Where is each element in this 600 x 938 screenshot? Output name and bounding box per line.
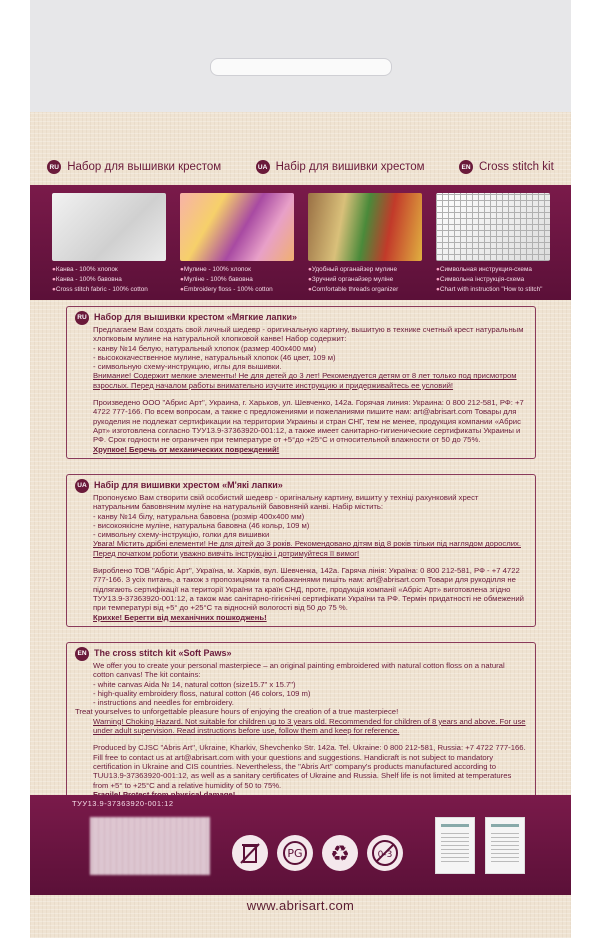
hang-hole [210, 58, 392, 76]
intro-text: Пропонуємо Вам створити свій особистий шедевр - оригінальну картину, вишиту у техніці рахунковий хрест натуральним бавовняним муліне на натуральній бавовняній канві. Набір містить: [93, 493, 479, 512]
lang-badge: UA [75, 479, 89, 493]
lang-badge: RU [75, 311, 89, 325]
warning-text: Внимание! Содержит мелкие элементы! Не для детей до 3 лет! Рекомендуется детям от 8 лет только под присмотром взрослых. Перед началом работы внимательно изучите инструкцию и придерживайтесь ее условий! [93, 371, 517, 390]
canvas-photo [52, 193, 166, 261]
fragile-text: Хрупкое! Беречь от механических повреждений! [93, 444, 280, 454]
barcode [90, 817, 210, 875]
age-restriction-icon [365, 833, 405, 873]
intro-text: We offer you to create your personal masterpiece – an original painting embroidered with natural cotton floss on a natural cotton canvas! The kit contains: [93, 661, 505, 680]
kit-item: - instructions and needles for embroidery. [93, 698, 234, 708]
lang-badge: RU [47, 160, 61, 174]
producer-text: Produced by CJSC "Abris Art", Ukraine, Kharkiv, Shevchenko Str. 142a. Tel. Ukraine: 0 800 212-581, Russia: +7 4722 777-166. Fill free to contact us at art@abrisart.com with your questions and suggestions. Handicraft is not subject to mandatory certification in Ukraine and CIS countries. Nevertheless, the "Abris Art" company's products manufactured according to TUU13.9-37363920-001:12, as well as a sanitary certificates of Ukraine and Russia. Shelf life is not limited at temperatures from +5° to +25°C and a relative humidity of 50 to 75%. [93, 743, 526, 790]
fragile-text: Крихке! Берегти від механічних пошкоджень! [93, 612, 267, 622]
ru-section [66, 306, 536, 459]
category-label: Набор для вышивки крестом [67, 161, 222, 173]
category-label: Cross stitch kit [479, 161, 554, 173]
category-label: Набір для вишивки хрестом [275, 161, 425, 173]
category-en [459, 160, 554, 174]
certificate-image [435, 817, 475, 874]
website-url[interactable]: www.abrisart.com [246, 898, 355, 913]
kit-item: - высококачественное мулине, натуральный хлопок (46 цвет, 109 м) [93, 352, 336, 362]
floss-photo [180, 193, 294, 261]
category-ru [47, 160, 221, 174]
category-ua [256, 160, 425, 174]
category-bar [30, 150, 571, 184]
recycle-icon [320, 833, 360, 873]
kit-item: - канву №14 білу, натуральна бавовна (розмір 400х400 мм) [93, 511, 305, 521]
svg-text:PG: PG [287, 847, 303, 860]
kit-item: - канву №14 белую, натуральный хлопок (размер 400х400 мм) [93, 343, 317, 353]
feature-caption: ● Символьная инструкция-схема ● Символьна інструкція-схема ● Chart with instruction "How to stitch" [436, 265, 550, 295]
chart-photo [436, 193, 550, 261]
kit-item: - символьну схему-інструкцію, голки для вишивки [93, 530, 270, 540]
warning-text: Warning! Choking Hazard. Not suitable for children up to 3 years old. Recommended for children of 8 years and above. For use under adult supervision. Read instructions before use, follow them and keep for reference. [93, 716, 526, 736]
producer-text: Виробл​ено ТОВ "Абріс Арт", Україна, м. Харків, вул. Шевченка, 142а. Гаряча лінія: Україна: 0 800 212-581, РФ - +7 4722 777-166. З усіх питань, а також з пропозиціями та побажаннями пишіть нам: art@abrisart.com Товари для рукоділля не підлягають сертифікації на території України та країн СНД, проте, продукція компанії «Абріс Арт» виготовлена згідно ТУУ13.9-37363920-001:12, а також має санітарно-гігієнічні сертифікати України та РФ. Термін придатності не обмежений при температурі від +5° до +25°С та відносній вологості від 50 до 75 %. [93, 566, 524, 613]
organizer-photo [308, 193, 422, 261]
package [30, 0, 571, 938]
lang-badge: EN [459, 160, 473, 174]
lang-badge: UA [256, 160, 270, 174]
feature-caption: ● Удобный органайзер мулине ● Зручний органайзер муліне ● Comfortable threads organizer [308, 265, 422, 295]
svg-text:0-3: 0-3 [377, 850, 393, 860]
treat-text: Treat yourselves to unforgettable pleasure hours of enjoying the creation of a true masterpiece! [75, 707, 399, 717]
tu-code: ТУУ13.9-37363920-001:12 [72, 799, 174, 808]
producer-text: Произведено ООО "Абрис Арт", Украина, г. Харьков, ул. Шевченко, 142а. Горячая линия: Украина: 0 800 212-581, РФ: +7 4722 777-166. По всем вопросам, а также с предложениями и пожеланиями пишите нам: art@abrisart.com Товары для рукоделия не подлежат сертификации на территории Украины и стран СНГ, тем не менее, продукция компании «Абрис Арт» изготовлена согласно ТУУ13.9-37363920-001:12, а также имеет санитарно-гигиенические сертификаты Украины и РФ. Срок годности не ограничен при температуре от +5°до +25°С и относительной влажности от 50 до 75%. [93, 398, 524, 445]
feature-caption: ● Мулине - 100% хлопок ● Муліне - 100% бавовна ● Embroidery floss - 100% cotton [180, 265, 294, 295]
recycle-badge-icon [275, 833, 315, 873]
warning-text: Увага! Містить дрібні елементи! Не для дітей до 3 років. Рекомендовано дітям від 8 років тільки під наглядом дорослих. Перед початком роботи уважно вивчіть інструкцію і дотримуйтеся її вимог! [93, 539, 521, 558]
lang-badge: EN [75, 647, 89, 661]
ua-section [66, 474, 536, 627]
en-section [66, 642, 536, 804]
kit-item: - high-quality embroidery floss, natural cotton (46 colors, 109 m) [93, 688, 311, 698]
bottom-band [30, 795, 571, 895]
kit-item: - високоякісне муліне, натуральна бавовна (46 кольр, 109 м) [93, 520, 310, 530]
section-title: EN The cross stitch kit «Soft Paws» [75, 647, 527, 661]
intro-text: Предлагаем Вам создать свой личный шедевр - оригинальную картину, вышитую в технике счетный крест натуральным хлопковым мулине на натуральной хлопковой канве! Набор содержит: [93, 325, 524, 344]
kit-item: - white canvas Aida № 14, natural cotton (size15.7" x 15.7") [93, 679, 296, 689]
feature-band [30, 185, 571, 300]
section-title: RU Набор для вышивки крестом «Мягкие лапки» [75, 311, 527, 325]
section-title: UA Набір для вишивки хрестом «М'які лапки» [75, 479, 527, 493]
svg-text:♻: ♻ [330, 842, 350, 867]
kit-item: - символьную схему-инструкцию, иглы для вышивки. [93, 362, 282, 372]
certificate-image [485, 817, 525, 874]
hanger-strip [30, 0, 571, 113]
feature-caption: ● Канва - 100% хлопок ● Канва - 100% бавовна ● Cross stitch fabric - 100% cotton [52, 265, 166, 295]
bin-icon [230, 833, 270, 873]
